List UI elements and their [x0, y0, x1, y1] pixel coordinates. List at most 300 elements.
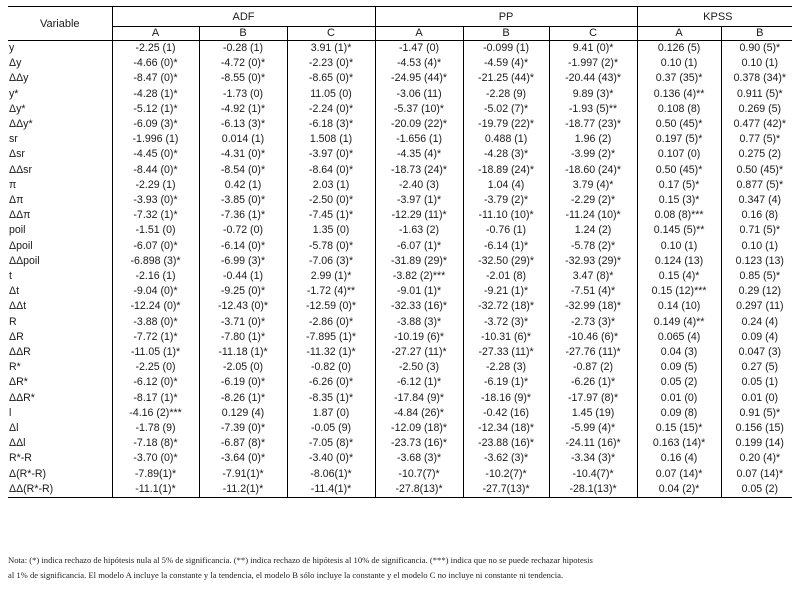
- adf-group-header: ADF: [112, 7, 375, 27]
- variable-name-cell: ΔR: [9, 330, 24, 343]
- table-row: [8, 56, 792, 71]
- variable-name-cell: poil: [9, 224, 26, 237]
- statistic-cell: -1.63 (2): [375, 223, 463, 238]
- statistic-cell: -2.29 (1): [112, 178, 199, 193]
- variable-name-cell: Δsr: [9, 148, 25, 161]
- statistic-cell: 0.15 (12)***: [637, 284, 721, 299]
- variable-name-cell: ΔΔy*: [9, 118, 33, 131]
- variable-name-cell: Δl: [9, 422, 19, 435]
- variable-name-cell: ΔΔpoil: [9, 254, 40, 267]
- statistic-cell: -6.19 (0)*: [199, 375, 287, 390]
- table-row: [8, 178, 792, 193]
- statistic-cell: -20.44 (43)*: [549, 71, 637, 86]
- statistic-cell: -18.16 (9)*: [463, 391, 549, 406]
- statistic-cell: 0.199 (14): [721, 436, 792, 451]
- statistic-cell: -4.72 (0)*: [199, 56, 287, 71]
- statistic-cell: 0.50 (45)*: [637, 117, 721, 132]
- statistic-cell: -0.72 (0): [199, 223, 287, 238]
- variable-column-header: Variable: [8, 7, 112, 41]
- statistic-cell: 0.108 (8): [637, 102, 721, 117]
- variable-name-cell: R*: [9, 361, 21, 374]
- statistic-cell: -3.34 (3)*: [549, 451, 637, 466]
- statistic-cell: -7.32 (1)*: [112, 208, 199, 223]
- table-row: [8, 41, 792, 57]
- statistic-cell: 0.488 (1): [463, 132, 549, 147]
- statistic-cell: 2.99 (1)*: [287, 269, 375, 284]
- footnote-line: Nota: (*) indica rechazo de hipótesis nula al 5% de significancia. (**) indica rechazo de hipótesis al 10% de significancia. (***) indica que no se puede rechazar hipotesis: [8, 555, 593, 565]
- unit-root-test-table-container: [8, 6, 792, 498]
- statistic-cell: -7.05 (8)*: [287, 436, 375, 451]
- statistic-cell: -3.40 (0)*: [287, 451, 375, 466]
- statistic-cell: -1.656 (1): [375, 132, 463, 147]
- statistic-cell: -7.36 (1)*: [199, 208, 287, 223]
- statistic-cell: -7.51 (4)*: [549, 284, 637, 299]
- table-row: [8, 345, 792, 360]
- statistic-cell: 0.877 (5)*: [721, 178, 792, 193]
- statistic-cell: -2.29 (2)*: [549, 193, 637, 208]
- statistic-cell: -11.4(1)*: [287, 482, 375, 498]
- statistic-cell: -12.09 (18)*: [375, 421, 463, 436]
- statistic-cell: 3.47 (8)*: [549, 269, 637, 284]
- statistic-cell: -20.09 (22)*: [375, 117, 463, 132]
- statistic-cell: -6.26 (1)*: [549, 375, 637, 390]
- statistic-cell: -19.79 (22)*: [463, 117, 549, 132]
- statistic-cell: -4.53 (4)*: [375, 56, 463, 71]
- statistic-cell: -3.72 (3)*: [463, 315, 549, 330]
- statistic-cell: 0.20 (4)*: [721, 451, 792, 466]
- statistic-cell: 0.09 (5): [637, 360, 721, 375]
- variable-name-cell: ΔR*: [9, 376, 28, 389]
- adf-model-b-header: B: [199, 27, 287, 41]
- statistic-cell: 0.29 (12): [721, 284, 792, 299]
- statistic-cell: 0.08 (8)***: [637, 208, 721, 223]
- statistic-cell: 0.477 (42)*: [721, 117, 792, 132]
- statistic-cell: -8.65 (0)*: [287, 71, 375, 86]
- statistic-cell: -32.50 (29)*: [463, 254, 549, 269]
- table-row: [8, 193, 792, 208]
- statistic-cell: -4.66 (0)*: [112, 56, 199, 71]
- statistic-cell: -3.99 (2)*: [549, 147, 637, 162]
- statistic-cell: -8.44 (0)*: [112, 163, 199, 178]
- statistic-cell: 0.17 (5)*: [637, 178, 721, 193]
- variable-name-cell: ΔΔt: [9, 300, 27, 313]
- statistic-cell: 0.275 (2): [721, 147, 792, 162]
- statistic-cell: -11.24 (10)*: [549, 208, 637, 223]
- statistic-cell: -12.34 (18)*: [463, 421, 549, 436]
- variable-name-cell: sr: [9, 133, 18, 146]
- table-row: [8, 239, 792, 254]
- statistic-cell: 0.14 (10): [637, 299, 721, 314]
- statistic-cell: -1.78 (9): [112, 421, 199, 436]
- pp-model-c-header: C: [549, 27, 637, 41]
- statistic-cell: 0.047 (3): [721, 345, 792, 360]
- table-row: [8, 330, 792, 345]
- statistic-cell: -7.06 (3)*: [287, 254, 375, 269]
- statistic-cell: -21.25 (44)*: [463, 71, 549, 86]
- statistic-cell: -8.47 (0)*: [112, 71, 199, 86]
- statistic-cell: 0.05 (2): [637, 375, 721, 390]
- statistic-cell: 0.07 (14)*: [721, 467, 792, 482]
- statistic-cell: -32.33 (16)*: [375, 299, 463, 314]
- statistic-cell: 0.04 (2)*: [637, 482, 721, 498]
- variable-name-cell: Δt: [9, 285, 20, 298]
- statistic-cell: 0.24 (4): [721, 315, 792, 330]
- variable-name-cell: y: [9, 42, 15, 54]
- statistic-cell: -11.2(1)*: [199, 482, 287, 498]
- variable-name-cell: ΔΔy: [9, 72, 29, 85]
- variable-name-cell: Δπ: [9, 194, 24, 207]
- statistic-cell: -11.1(1)*: [112, 482, 199, 498]
- statistic-cell: 2.03 (1): [287, 178, 375, 193]
- statistic-cell: -27.33 (11)*: [463, 345, 549, 360]
- statistic-cell: -5.02 (7)*: [463, 102, 549, 117]
- statistic-cell: 0.123 (13): [721, 254, 792, 269]
- statistic-cell: -3.70 (0)*: [112, 451, 199, 466]
- statistic-cell: -11.32 (1)*: [287, 345, 375, 360]
- statistic-cell: -24.11 (16)*: [549, 436, 637, 451]
- statistic-cell: -18.89 (24)*: [463, 163, 549, 178]
- variable-name-cell: Δy: [9, 57, 22, 70]
- statistic-cell: 0.71 (5)*: [721, 223, 792, 238]
- statistic-cell: 0.149 (4)**: [637, 315, 721, 330]
- statistic-cell: -1.997 (2)*: [549, 56, 637, 71]
- statistic-cell: -2.73 (3)*: [549, 315, 637, 330]
- statistic-cell: -7.91(1)*: [199, 467, 287, 482]
- statistic-cell: 0.09 (8): [637, 406, 721, 421]
- variable-name-cell: ΔΔR: [9, 346, 31, 359]
- statistic-cell: 0.163 (14)*: [637, 436, 721, 451]
- statistic-cell: 0.129 (4): [199, 406, 287, 421]
- statistic-cell: -9.25 (0)*: [199, 284, 287, 299]
- statistic-cell: -6.12 (1)*: [375, 375, 463, 390]
- table-row: [8, 117, 792, 132]
- statistic-cell: -17.97 (8)*: [549, 391, 637, 406]
- statistic-cell: -4.31 (0)*: [199, 147, 287, 162]
- statistic-cell: -7.18 (8)*: [112, 436, 199, 451]
- statistic-cell: 0.124 (13): [637, 254, 721, 269]
- statistic-cell: 0.04 (3): [637, 345, 721, 360]
- statistic-cell: 0.15 (3)*: [637, 193, 721, 208]
- statistic-cell: -6.09 (3)*: [112, 117, 199, 132]
- statistic-cell: 0.014 (1): [199, 132, 287, 147]
- statistic-cell: 0.10 (1): [637, 56, 721, 71]
- statistic-cell: -5.37 (10)*: [375, 102, 463, 117]
- statistic-cell: 0.16 (4): [637, 451, 721, 466]
- adf-model-c-header: C: [287, 27, 375, 41]
- table-row: [8, 269, 792, 284]
- statistic-cell: 0.01 (0): [721, 391, 792, 406]
- statistic-cell: 1.96 (2): [549, 132, 637, 147]
- variable-name-cell: ΔΔR*: [9, 391, 35, 404]
- statistic-cell: -31.89 (29)*: [375, 254, 463, 269]
- statistic-cell: -3.06 (11): [375, 87, 463, 102]
- statistic-cell: -27.76 (11)*: [549, 345, 637, 360]
- statistic-cell: -1.73 (0): [199, 87, 287, 102]
- statistic-cell: -17.84 (9)*: [375, 391, 463, 406]
- variable-name-cell: y*: [9, 87, 19, 100]
- statistic-cell: -4.28 (1)*: [112, 87, 199, 102]
- table-row: [8, 482, 792, 498]
- statistic-cell: -0.099 (1): [463, 41, 549, 57]
- statistic-cell: -6.14 (0)*: [199, 239, 287, 254]
- statistic-cell: 0.50 (45)*: [637, 163, 721, 178]
- statistic-cell: 0.107 (0): [637, 147, 721, 162]
- statistic-cell: -11.05 (1)*: [112, 345, 199, 360]
- statistic-cell: -1.47 (0): [375, 41, 463, 57]
- statistic-cell: -4.84 (26)*: [375, 406, 463, 421]
- statistic-cell: -7.39 (0)*: [199, 421, 287, 436]
- statistic-cell: 0.10 (1): [637, 239, 721, 254]
- statistic-cell: 1.24 (2): [549, 223, 637, 238]
- statistic-cell: -3.97 (1)*: [375, 193, 463, 208]
- table-row: [8, 467, 792, 482]
- statistic-cell: 0.156 (15): [721, 421, 792, 436]
- statistic-cell: 0.27 (5): [721, 360, 792, 375]
- statistic-cell: -10.31 (6)*: [463, 330, 549, 345]
- statistic-cell: -6.07 (1)*: [375, 239, 463, 254]
- table-row: [8, 223, 792, 238]
- statistic-cell: -2.16 (1): [112, 269, 199, 284]
- statistic-cell: 9.89 (3)*: [549, 87, 637, 102]
- statistic-cell: 0.15 (15)*: [637, 421, 721, 436]
- statistic-cell: -3.68 (3)*: [375, 451, 463, 466]
- statistic-cell: -24.95 (44)*: [375, 71, 463, 86]
- statistic-cell: -0.42 (16): [463, 406, 549, 421]
- statistic-cell: 0.10 (1): [721, 239, 792, 254]
- statistic-cell: 0.09 (4): [721, 330, 792, 345]
- statistic-cell: 0.297 (11): [721, 299, 792, 314]
- statistic-cell: -4.45 (0)*: [112, 147, 199, 162]
- statistic-cell: -3.82 (2)***: [375, 269, 463, 284]
- statistic-cell: -23.88 (16)*: [463, 436, 549, 451]
- statistic-cell: 1.04 (4): [463, 178, 549, 193]
- statistic-cell: -0.82 (0): [287, 360, 375, 375]
- statistic-cell: -5.78 (2)*: [549, 239, 637, 254]
- statistic-cell: 0.911 (5)*: [721, 87, 792, 102]
- statistic-cell: -6.18 (3)*: [287, 117, 375, 132]
- table-row: [8, 208, 792, 223]
- statistic-cell: 3.79 (4)*: [549, 178, 637, 193]
- statistic-cell: -2.50 (0)*: [287, 193, 375, 208]
- statistic-cell: -18.77 (23)*: [549, 117, 637, 132]
- table-row: [8, 451, 792, 466]
- statistic-cell: -2.23 (0)*: [287, 56, 375, 71]
- statistic-cell: -2.86 (0)*: [287, 315, 375, 330]
- statistic-cell: 1.45 (19): [549, 406, 637, 421]
- table-row: [8, 315, 792, 330]
- statistic-cell: -0.05 (9): [287, 421, 375, 436]
- statistic-cell: -6.19 (1)*: [463, 375, 549, 390]
- statistic-cell: 0.347 (4): [721, 193, 792, 208]
- statistic-cell: -8.35 (1)*: [287, 391, 375, 406]
- adf-model-a-header: A: [112, 27, 199, 41]
- table-row: [8, 132, 792, 147]
- unit-root-test-table: [8, 6, 792, 498]
- statistic-cell: 0.378 (34)*: [721, 71, 792, 86]
- variable-name-cell: ΔΔ(R*-R): [8, 482, 112, 498]
- statistic-cell: 0.05 (1): [721, 375, 792, 390]
- table-row: [8, 71, 792, 86]
- statistic-cell: -7.80 (1)*: [199, 330, 287, 345]
- statistic-cell: -4.35 (4)*: [375, 147, 463, 162]
- statistic-cell: 0.16 (8): [721, 208, 792, 223]
- statistic-cell: -2.05 (0): [199, 360, 287, 375]
- statistic-cell: 1.508 (1): [287, 132, 375, 147]
- statistic-cell: 0.90 (5)*: [721, 41, 792, 57]
- table-row: [8, 391, 792, 406]
- statistic-cell: 0.126 (5): [637, 41, 721, 57]
- kpss-model-a-header: A: [637, 27, 721, 41]
- statistic-cell: 0.269 (5): [721, 102, 792, 117]
- kpss-model-b-header: B: [721, 27, 792, 41]
- statistic-cell: -6.07 (0)*: [112, 239, 199, 254]
- statistic-cell: 0.50 (45)*: [721, 163, 792, 178]
- statistic-cell: -2.25 (0): [112, 360, 199, 375]
- statistic-cell: -6.87 (8)*: [199, 436, 287, 451]
- statistic-cell: -2.50 (3): [375, 360, 463, 375]
- statistic-cell: 0.065 (4): [637, 330, 721, 345]
- statistic-cell: -8.17 (1)*: [112, 391, 199, 406]
- statistic-cell: -2.28 (3): [463, 360, 549, 375]
- statistic-cell: 0.145 (5)**: [637, 223, 721, 238]
- pp-model-a-header: A: [375, 27, 463, 41]
- statistic-cell: -2.28 (9): [463, 87, 549, 102]
- statistic-cell: -6.99 (3)*: [199, 254, 287, 269]
- statistic-cell: -1.93 (5)**: [549, 102, 637, 117]
- statistic-cell: -12.29 (11)*: [375, 208, 463, 223]
- statistic-cell: -1.72 (4)**: [287, 284, 375, 299]
- footnote-line: al 1% de significancia. El modelo A incluye la constante y la tendencia, el modelo B sólo incluye la constante y el modelo C no incluye ni constante ni tendencia.: [8, 570, 564, 580]
- table-row: [8, 375, 792, 390]
- statistic-cell: 1.35 (0): [287, 223, 375, 238]
- statistic-cell: 1.87 (0): [287, 406, 375, 421]
- statistic-cell: -5.78 (0)*: [287, 239, 375, 254]
- statistic-cell: -0.44 (1): [199, 269, 287, 284]
- variable-name-cell: ΔΔl: [9, 437, 26, 450]
- pp-group-header: PP: [375, 7, 637, 27]
- statistic-cell: -4.92 (1)*: [199, 102, 287, 117]
- table-row: [8, 102, 792, 117]
- statistic-cell: -9.01 (1)*: [375, 284, 463, 299]
- table-row: [8, 147, 792, 162]
- statistic-cell: 0.05 (2): [721, 482, 792, 498]
- variable-name-cell: Δy*: [9, 102, 26, 115]
- variable-name-cell: ΔΔπ: [9, 209, 31, 222]
- statistic-cell: -27.27 (11)*: [375, 345, 463, 360]
- statistic-cell: -6.13 (3)*: [199, 117, 287, 132]
- statistic-cell: -10.7(7)*: [375, 467, 463, 482]
- statistic-cell: -3.79 (2)*: [463, 193, 549, 208]
- statistic-cell: -18.60 (24)*: [549, 163, 637, 178]
- statistic-cell: -4.16 (2)***: [112, 406, 199, 421]
- statistic-cell: -3.93 (0)*: [112, 193, 199, 208]
- statistic-cell: -23.73 (16)*: [375, 436, 463, 451]
- statistic-cell: -3.88 (0)*: [112, 315, 199, 330]
- statistic-cell: -9.21 (1)*: [463, 284, 549, 299]
- statistic-cell: -7.45 (1)*: [287, 208, 375, 223]
- table-row: [8, 421, 792, 436]
- pp-model-b-header: B: [463, 27, 549, 41]
- statistic-cell: -12.43 (0)*: [199, 299, 287, 314]
- statistic-cell: 0.37 (35)*: [637, 71, 721, 86]
- statistic-cell: -6.898 (3)*: [112, 254, 199, 269]
- statistic-cell: 3.91 (1)*: [287, 41, 375, 57]
- statistic-cell: 0.01 (0): [637, 391, 721, 406]
- statistic-cell: -3.71 (0)*: [199, 315, 287, 330]
- statistic-cell: -4.59 (4)*: [463, 56, 549, 71]
- kpss-group-header: KPSS: [637, 7, 792, 27]
- statistic-cell: -5.12 (1)*: [112, 102, 199, 117]
- statistic-cell: -0.76 (1): [463, 223, 549, 238]
- statistic-cell: 0.85 (5)*: [721, 269, 792, 284]
- statistic-cell: -32.93 (29)*: [549, 254, 637, 269]
- statistic-cell: -2.24 (0)*: [287, 102, 375, 117]
- variable-name-cell: t: [9, 270, 12, 283]
- statistic-cell: -1.51 (0): [112, 223, 199, 238]
- statistic-cell: 0.07 (14)*: [637, 467, 721, 482]
- statistic-cell: -10.2(7)*: [463, 467, 549, 482]
- statistic-cell: -1.996 (1): [112, 132, 199, 147]
- statistic-cell: 0.77 (5)*: [721, 132, 792, 147]
- table-row: [8, 360, 792, 375]
- variable-name-cell: Δpoil: [9, 239, 33, 252]
- statistic-cell: -8.06(1)*: [287, 467, 375, 482]
- table-row: [8, 284, 792, 299]
- variable-name-cell: π: [9, 178, 17, 191]
- statistic-cell: -28.1(13)*: [549, 482, 637, 498]
- statistic-cell: -9.04 (0)*: [112, 284, 199, 299]
- statistic-cell: -8.54 (0)*: [199, 163, 287, 178]
- statistic-cell: 0.10 (1): [721, 56, 792, 71]
- statistic-cell: -32.72 (18)*: [463, 299, 549, 314]
- statistic-cell: -3.88 (3)*: [375, 315, 463, 330]
- variable-name-cell: Δ(R*-R): [9, 467, 47, 480]
- statistic-cell: -11.18 (1)*: [199, 345, 287, 360]
- statistic-cell: -3.85 (0)*: [199, 193, 287, 208]
- table-body: [8, 41, 792, 498]
- table-row: [8, 254, 792, 269]
- table-row: [8, 163, 792, 178]
- variable-name-cell: R*-R: [9, 452, 32, 465]
- statistic-cell: -18.73 (24)*: [375, 163, 463, 178]
- statistic-cell: -3.97 (0)*: [287, 147, 375, 162]
- statistic-cell: -2.01 (8): [463, 269, 549, 284]
- statistic-cell: -10.46 (6)*: [549, 330, 637, 345]
- statistic-cell: -6.12 (0)*: [112, 375, 199, 390]
- statistic-cell: -10.19 (6)*: [375, 330, 463, 345]
- statistic-cell: -6.14 (1)*: [463, 239, 549, 254]
- statistic-cell: -7.89(1)*: [112, 467, 199, 482]
- statistic-cell: -5.99 (4)*: [549, 421, 637, 436]
- table-row: [8, 299, 792, 314]
- statistic-cell: -4.28 (3)*: [463, 147, 549, 162]
- statistic-cell: -2.40 (3): [375, 178, 463, 193]
- statistic-cell: -6.26 (0)*: [287, 375, 375, 390]
- table-footnote: [8, 553, 593, 583]
- statistic-cell: -2.25 (1): [112, 41, 199, 57]
- statistic-cell: -12.24 (0)*: [112, 299, 199, 314]
- table-row: [8, 436, 792, 451]
- statistic-cell: 0.42 (1): [199, 178, 287, 193]
- statistic-cell: 11.05 (0): [287, 87, 375, 102]
- table-row: [8, 406, 792, 421]
- statistic-cell: -0.87 (2): [549, 360, 637, 375]
- statistic-cell: -0.28 (1): [199, 41, 287, 57]
- variable-name-cell: l: [9, 406, 12, 419]
- statistic-cell: 0.136 (4)**: [637, 87, 721, 102]
- statistic-cell: -12.59 (0)*: [287, 299, 375, 314]
- statistic-cell: 0.15 (4)*: [637, 269, 721, 284]
